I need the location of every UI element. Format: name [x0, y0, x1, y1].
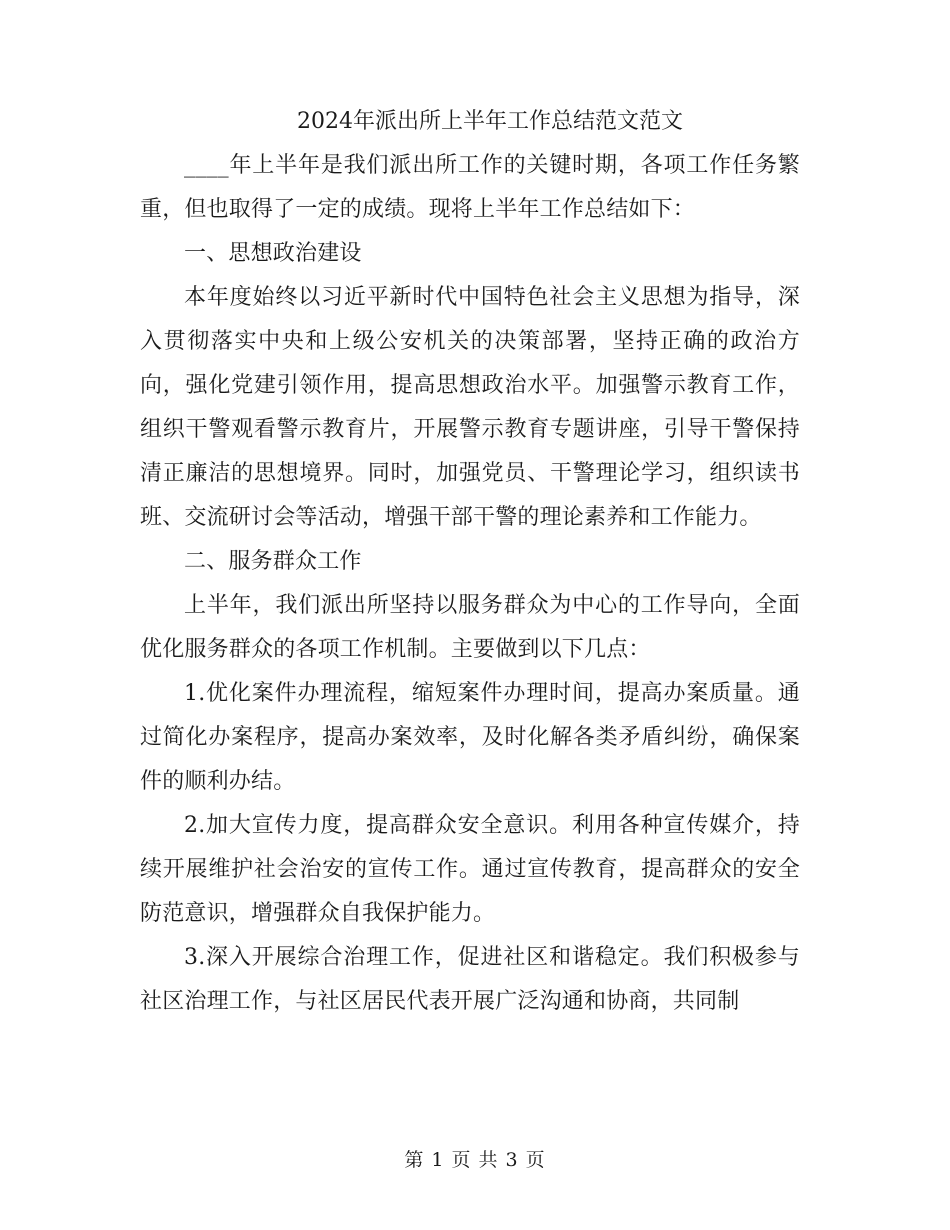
section-heading-ideology: 一、思想政治建设	[184, 241, 362, 266]
list-item-1: 1.优化案件办理流程，缩短案件办理时间，提高办案质量。通过简化办案程序，提高办案效率，及时化解各类矛盾纠纷，确保案件的顺利办结。	[140, 681, 800, 794]
page-number-footer: 第 1 页 共 3 页	[404, 1149, 546, 1171]
list-item-2: 2.加大宣传力度，提高群众安全意识。利用各种宣传媒介，持续开展维护社会治安的宣传工作。通过宣传教育，提高群众的安全防范意识，增强群众自我保护能力。	[140, 813, 800, 926]
section-heading-service: 二、服务群众工作	[184, 549, 362, 574]
document-body	[140, 100, 800, 1024]
document-title: 2024年派出所上半年工作总结范文范文	[297, 109, 683, 134]
list-item-3: 3.深入开展综合治理工作，促进社区和谐稳定。我们积极参与社区治理工作，与社区居民代表开展广泛沟通和协商，共同制	[140, 945, 800, 1014]
paragraph-ideology: 本年度始终以习近平新时代中国特色社会主义思想为指导，深入贯彻落实中央和上级公安机关的决策部署，坚持正确的政治方向，强化党建引领作用，提高思想政治水平。加强警示教育工作，组织干警观看警示教育片，开展警示教育专题讲座，引导干警保持清正廉洁的思想境界。同时，加强党员、干警理论学习，组织读书班、交流研讨会等活动，增强干部干警的理论素养和工作能力。	[140, 285, 800, 530]
paragraph-intro: ____年上半年是我们派出所工作的关键时期，各项工作任务繁重，但也取得了一定的成绩。现将上半年工作总结如下：	[140, 153, 800, 222]
paragraph-service-intro: 上半年，我们派出所坚持以服务群众为中心的工作导向，全面优化服务群众的各项工作机制。主要做到以下几点：	[140, 593, 800, 662]
